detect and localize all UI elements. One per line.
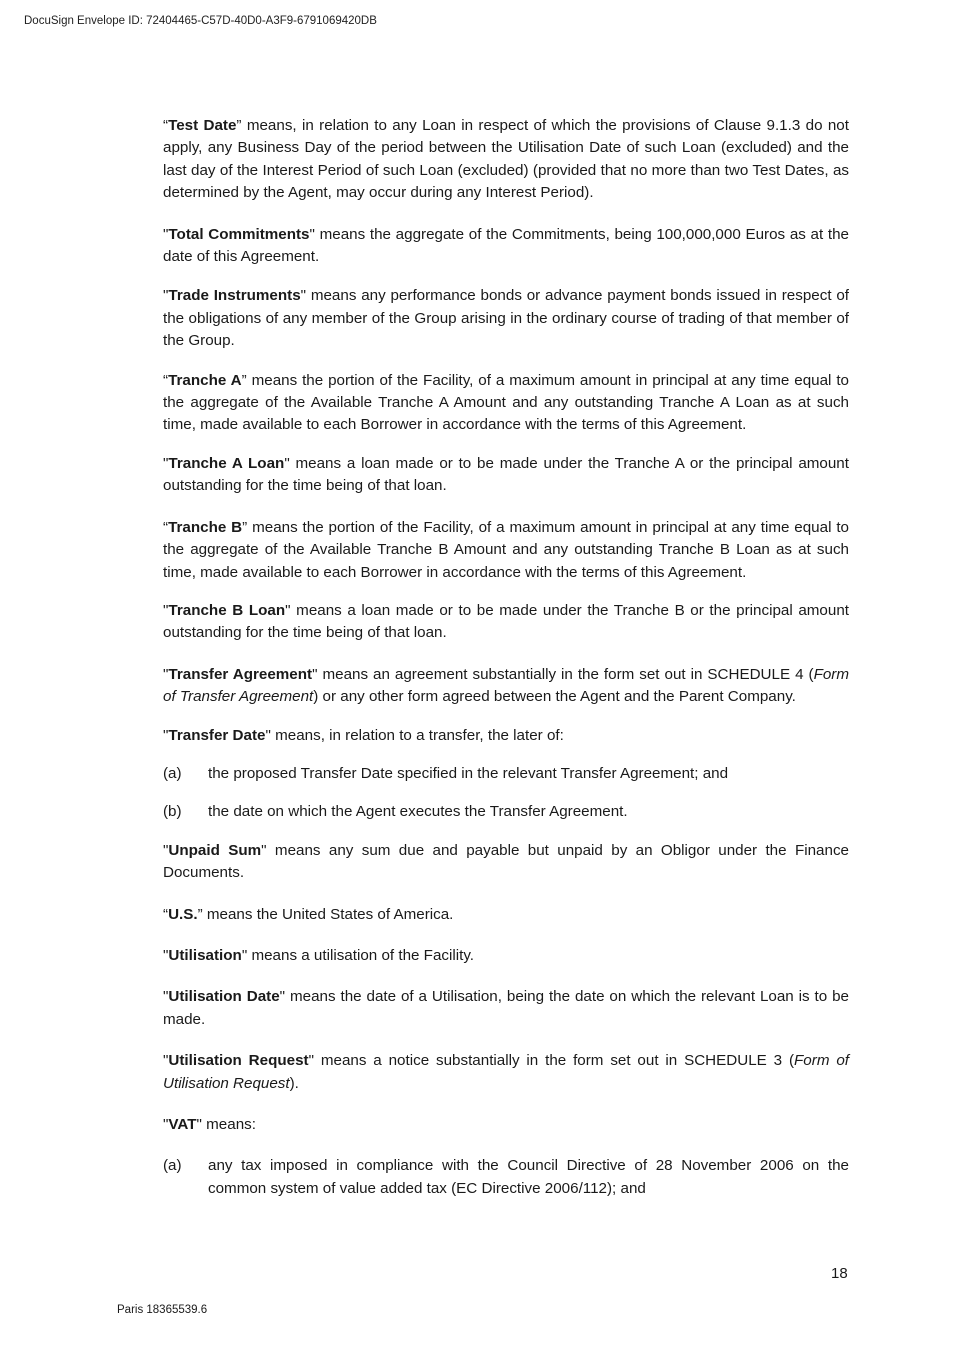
item-text: the proposed Transfer Date specified in the relevant Transfer Agreement; and: [208, 764, 729, 782]
defined-term: Tranche A: [168, 371, 242, 389]
close-quote: ": [300, 287, 307, 305]
definition-test-date: [163, 115, 849, 205]
definition-text: means a loan made or to be made under the Tranche B or the principal amount outstanding for the time being of that loan.: [163, 601, 849, 642]
definition-text-end: ).: [289, 1074, 299, 1092]
transfer-date-item-b: [163, 801, 849, 823]
open-quote: “: [163, 905, 169, 923]
close-quote: ": [308, 1052, 314, 1070]
definition-us: [163, 904, 849, 926]
open-quote: ": [163, 665, 169, 683]
definition-text: means a utilisation of the Facility.: [247, 946, 475, 964]
open-quote: ": [163, 726, 169, 744]
definition-text: means the aggregate of the Commitments, being 100,000,000 Euros as at the date of this Agreement.: [163, 225, 850, 266]
close-quote: ”: [242, 518, 248, 536]
definition-text: means the United States of America.: [202, 905, 454, 923]
definition-tranche-a: [163, 370, 849, 437]
definition-utilisation-date: [163, 986, 849, 1031]
item-text: any tax imposed in compliance with the Council Directive of 28 November 2006 on the common system of value added tax (EC Directive 2006/112); and: [208, 1157, 849, 1197]
definition-text: means the portion of the Facility, of a maximum amount in principal at any time equal to the aggregate of the Available Tranche A Amount and any outstanding Tranche A Loan as at such time, made available to each Borrower in accordance with the terms of this Agreement.: [163, 371, 849, 434]
defined-term: Tranche B Loan: [168, 601, 286, 619]
vat-item-a: [163, 1155, 849, 1200]
definition-unpaid-sum: [163, 840, 849, 885]
definition-vat: [163, 1114, 849, 1136]
open-quote: ": [163, 946, 169, 964]
definition-tranche-b-loan: [163, 600, 849, 645]
open-quote: ": [163, 1052, 169, 1070]
open-quote: ": [163, 601, 169, 619]
open-quote: “: [163, 518, 169, 536]
defined-term: Trade Instruments: [168, 287, 301, 305]
definition-text: means the portion of the Facility, of a maximum amount in principal at any time equal to the aggregate of the Available Tranche B Amount and any outstanding Tranche B Loan as at such time, made available to each Borrower in accordance with the terms of this Agreement.: [163, 518, 849, 581]
definition-utilisation-request: [163, 1050, 849, 1095]
definition-text: means any performance bonds or advance payment bonds issued in respect of the obligations of any member of the Group arising in the ordinary course of trading of that member of the Group.: [163, 287, 849, 350]
definition-text: means, in relation to a transfer, the later of:: [270, 726, 564, 744]
definition-text: means a loan made or to be made under the Tranche A or the principal amount outstanding for the time being of that loan.: [163, 454, 849, 495]
schedule-title: Form of Transfer Agreement: [163, 665, 849, 706]
envelope-id: DocuSign Envelope ID: 72404465-C57D-40D0-A3F9-6791069420DB: [24, 15, 377, 27]
close-quote: ”: [241, 371, 247, 389]
close-quote: ": [285, 601, 291, 619]
item-label: (a): [163, 1157, 182, 1175]
defined-term: Transfer Date: [168, 726, 266, 744]
definition-text: means the date of a Utilisation, being the date on which the relevant Loan is to be made.: [163, 988, 849, 1028]
close-quote: ": [279, 988, 286, 1006]
item-label: (b): [163, 803, 182, 821]
close-quote: ”: [236, 117, 242, 134]
defined-term: Tranche B: [168, 518, 243, 536]
open-quote: ": [163, 287, 169, 305]
close-quote: ": [312, 665, 318, 683]
defined-term: Tranche A Loan: [168, 454, 285, 472]
close-quote: ": [261, 841, 267, 859]
defined-term: U.S.: [168, 905, 198, 923]
definition-text: means, in relation to any Loan in respect of which the provisions of Clause 9.1.3 do not apply, any Business Day of the period between the Utilisation Date of such Loan (excluded) and the last day of the Interest Period of such Loan (excluded) (provided that no more than two Test Dates, as determined by the Agent, may occur during any Interest Period).: [163, 117, 849, 202]
item-text: the date on which the Agent executes the Transfer Agreement.: [208, 803, 628, 821]
definition-text: means:: [201, 1116, 256, 1133]
open-quote: ": [163, 454, 169, 472]
defined-term: Unpaid Sum: [168, 841, 262, 859]
document-reference: Paris 18365539.6: [117, 1304, 208, 1316]
definition-total-commitments: [163, 224, 849, 269]
defined-term: Total Commitments: [168, 225, 310, 243]
definition-tranche-a-loan: [163, 453, 849, 498]
defined-term: Utilisation: [168, 946, 242, 964]
definition-trade-instruments: [163, 285, 849, 352]
defined-term: Test Date: [168, 117, 237, 134]
open-quote: “: [163, 371, 169, 389]
transfer-date-item-a: [163, 763, 849, 785]
close-quote: ": [309, 225, 315, 243]
close-quote: ": [241, 946, 248, 964]
definition-text: means an agreement substantially in the form set out in SCHEDULE 4 (: [317, 665, 814, 683]
page-number: 18: [831, 1265, 848, 1282]
definition-text: means any sum due and payable but unpaid by an Obligor under the Finance Documents.: [163, 841, 849, 882]
definition-transfer-date: [163, 725, 849, 747]
defined-term: VAT: [168, 1116, 197, 1133]
open-quote: ": [163, 1116, 169, 1133]
defined-term: Transfer Agreement: [168, 665, 313, 683]
definition-utilisation: [163, 945, 849, 967]
definition-tranche-b: [163, 517, 849, 584]
close-quote: ": [196, 1116, 202, 1133]
defined-term: Utilisation Date: [168, 988, 280, 1006]
definitions-body: [163, 115, 849, 1200]
close-quote: ": [284, 454, 290, 472]
defined-term: Utilisation Request: [168, 1052, 309, 1070]
definition-transfer-agreement: [163, 664, 849, 709]
open-quote: ": [163, 841, 169, 859]
item-label: (a): [163, 764, 182, 782]
close-quote: ": [265, 726, 271, 744]
definition-text: means a notice substantially in the form set out in SCHEDULE 3 (: [314, 1052, 795, 1070]
open-quote: ": [163, 988, 169, 1006]
close-quote: ”: [197, 905, 203, 923]
definition-text-end: ) or any other form agreed between the Agent and the Parent Company.: [313, 688, 796, 706]
open-quote: “: [163, 117, 169, 134]
schedule-title: Form of Utilisation Request: [163, 1052, 849, 1092]
open-quote: ": [163, 225, 169, 243]
